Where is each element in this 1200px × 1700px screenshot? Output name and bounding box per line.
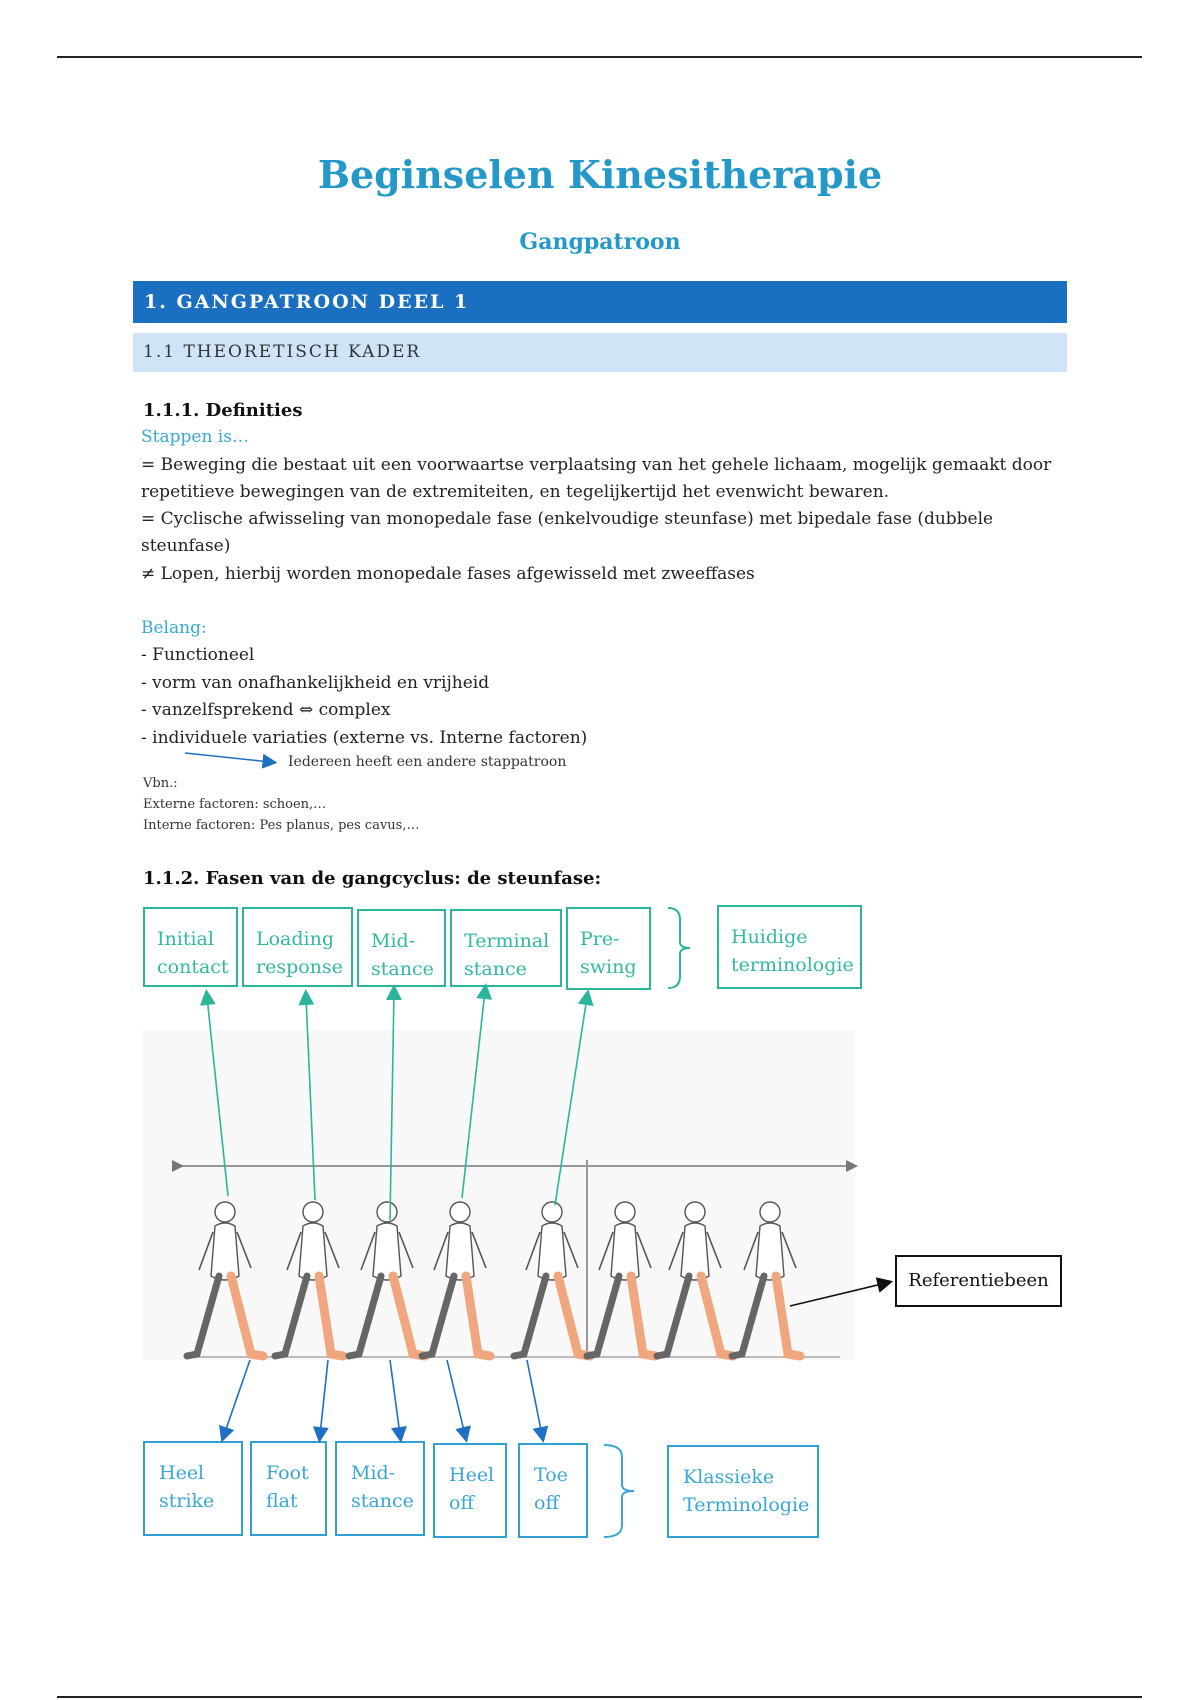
interne-factoren: Interne factoren: Pes planus, pes cavus,… (143, 818, 420, 833)
brace-huidige (668, 908, 690, 988)
phase-box-loading-response: Loading response (242, 907, 353, 987)
phase-box-initial-contact: Initial contact (143, 907, 238, 987)
classic-box-mid-stance: Mid-stance (335, 1441, 425, 1536)
page-title: Beginselen Kinesitherapie (317, 152, 883, 197)
fasen-heading: 1.1.2. Fasen van de gangcyclus: de steunfase: (143, 868, 602, 889)
phase-box-terminal-stance: Terminal stance (450, 909, 562, 987)
huidige-terminologie-box: Huidige terminologie (717, 905, 862, 989)
page-subtitle: Gangpatroon (519, 229, 681, 255)
belang-item-2: - vorm van onafhankelijkheid en vrijheid (141, 673, 490, 693)
definition-2: = Cyclische afwisseling van monopedale fase (enkelvoudige steunfase) met bipedale fase (dubbele steunfase) (141, 509, 994, 556)
definition-1: = Beweging die bestaat uit een voorwaartse verplaatsing van het gehele lichaam, mogelijk gemaakt door repetitieve bewegingen van de extremiteiten, en tegelijkertijd het evenwicht bewaren. (141, 455, 1052, 502)
belang-item-4: - individuele variaties (externe vs. Interne factoren) (141, 728, 588, 748)
klassieke-terminologie-box: Klassieke Terminologie (667, 1445, 819, 1538)
belang-label: Belang: (141, 618, 207, 638)
belang-note-arrow (185, 753, 270, 762)
classic-box-heel-off: Heel off (433, 1443, 507, 1538)
section-heading-1: 1. GANGPATROON DEEL 1 (133, 281, 1067, 323)
arrow-toe-off (527, 1360, 542, 1435)
phase-box-pre-swing: Pre-swing (566, 907, 651, 990)
arrow-mid-stance-classic (390, 1360, 400, 1435)
classic-box-foot-flat: Foot flat (250, 1441, 327, 1536)
vbn-label: Vbn.: (143, 776, 178, 791)
belang-item-1: - Functioneel (141, 645, 255, 665)
referentiebeen-box: Referentiebeen (895, 1255, 1062, 1307)
arrow-heel-off (447, 1360, 465, 1435)
belang-note: Iedereen heeft een andere stappatroon (288, 754, 567, 770)
classic-box-heel-strike: Heel strike (143, 1441, 243, 1536)
stappen-label: Stappen is… (141, 427, 249, 447)
belang-item-3: - vanzelfsprekend ⇔ complex (141, 700, 391, 720)
section-heading-1-1: 1.1 THEORETISCH KADER (133, 333, 1067, 372)
arrow-foot-flat (320, 1360, 328, 1435)
diagram-panel (143, 1030, 855, 1360)
externe-factoren: Externe factoren: schoen,… (143, 797, 327, 812)
definition-3: ≠ Lopen, hierbij worden monopedale fases afgewisseld met zweeffases (141, 564, 755, 584)
arrow-heel-strike (224, 1360, 250, 1435)
brace-klassieke (604, 1445, 634, 1537)
phase-box-mid-stance: Mid-stance (357, 909, 446, 987)
definities-heading: 1.1.1. Definities (143, 400, 303, 421)
classic-box-toe-off: Toe off (518, 1443, 588, 1538)
